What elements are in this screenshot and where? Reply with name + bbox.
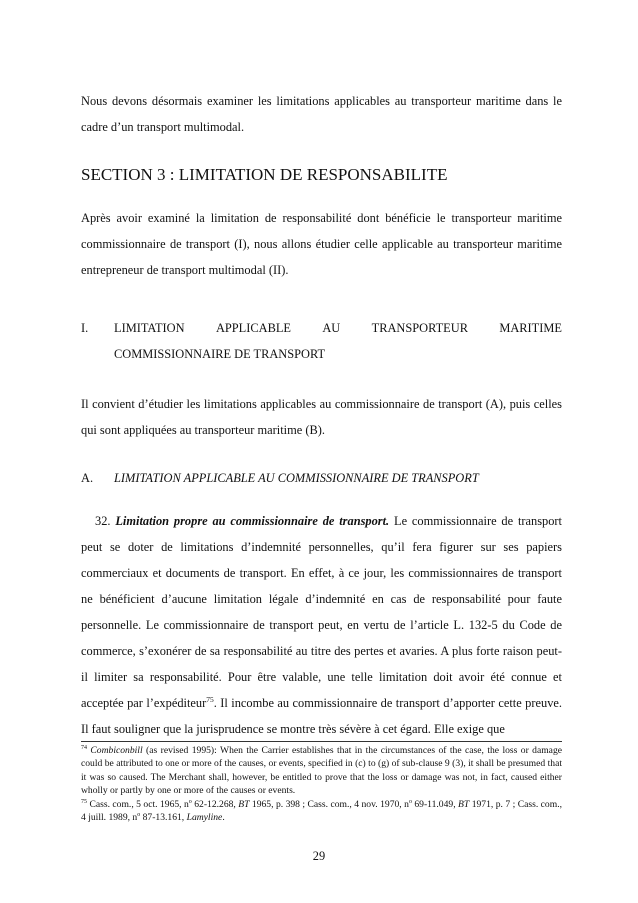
numero-sup: o bbox=[137, 811, 141, 818]
heading-word: MARITIME bbox=[499, 321, 562, 335]
footnote-text: 69-11.049, bbox=[411, 798, 459, 810]
subheading-title: LIMITATION APPLICABLE AU COMMISSIONNAIRE DE TRANSPORT bbox=[114, 471, 479, 485]
subheading-number: A. bbox=[81, 471, 94, 485]
heading-part-one bbox=[81, 315, 562, 367]
part-intro-paragraph: Il convient d’étudier les limitations applicables au commissionnaire de transport (A), puis celles qui sont appliquées au transporteur maritime (B). bbox=[81, 397, 562, 437]
paragraph-text: Le commissionnaire de transport peut se doter de limitations d’indemnité personnelles, qu’il fera figurer sur ses papiers commerciaux et documents de transport. En effet, à ce jour, les commissionnaires de transport ne bénéficient d’aucune limitation légale d’indemnité en cas de responsabilité pour faute personnelle. Le commissionnaire de transport peut, en vertu de l’article L. 132-5 du Code de commerce, s’exonérer de sa responsabilité au titre des pertes et avaries. A plus forte raison peut-il limiter sa responsabilité. Pour être valable, une telle limitation doit avoir été connue et acceptée par l’expéditeur bbox=[81, 514, 562, 710]
heading-subpart-a bbox=[81, 465, 562, 491]
footnote-ref[interactable]: 75 bbox=[206, 694, 214, 704]
heading-line-2: COMMISSIONNAIRE DE TRANSPORT bbox=[114, 347, 326, 361]
footnote-text: 87-13.161, bbox=[140, 812, 187, 824]
heading-number: I. bbox=[81, 321, 89, 335]
footnote-text: 1965, p. 398 ; Cass. com., 4 nov. 1970, n bbox=[249, 798, 409, 810]
heading-word: LIMITATION bbox=[114, 321, 185, 335]
footnote-separator bbox=[81, 741, 562, 742]
footnotes bbox=[81, 744, 562, 824]
paragraph-32-body bbox=[81, 508, 562, 742]
footnote-italic: Lamyline bbox=[186, 812, 223, 824]
footnote-text: Cass. com., 5 oct. 1965, n bbox=[87, 798, 189, 810]
heading-word: TRANSPORTEUR bbox=[371, 321, 468, 335]
section-intro-paragraph: Après avoir examiné la limitation de responsabilité dont bénéficie le transporteur maritime commissionnaire de transport (I), nous allons étudier celle applicable au transporteur maritime entrepreneur de transport multimodal (II). bbox=[81, 211, 562, 277]
footnote-number: 74 bbox=[81, 744, 87, 751]
footnote-number: 75 bbox=[81, 798, 87, 805]
paragraph-number: 32. bbox=[95, 514, 111, 528]
paragraph-title: Limitation propre au commissionnaire de transport. bbox=[115, 514, 390, 528]
footnote-text: (as revised 1995): When the Carrier establishes that in the circumstances of the case, the loss or damage could be attributed to one or more of the causes, or events, specified in (c) to (g) of sub-clause 9 (3), it shall be presumed that it was so caused. The Merchant shall, however, be entitled to prove that the loss or damage was not, in fact, caused either wholly or partly by one or more of the causes or events. bbox=[81, 745, 562, 797]
intro-paragraph: Nous devons désormais examiner les limitations applicables au transporteur maritime dans le cadre d’un transport multimodal. bbox=[81, 94, 562, 134]
footnote-text: 1971, p. 7 ; Cass. com., 4 juill. 1989, n bbox=[81, 798, 562, 824]
numero-sup: o bbox=[408, 798, 412, 805]
page-number: 29 bbox=[312, 849, 326, 863]
heading-word: AU bbox=[322, 321, 341, 335]
footnote-75 bbox=[81, 798, 562, 825]
footnote-italic: BT bbox=[238, 798, 250, 810]
heading-word: APPLICABLE bbox=[215, 321, 291, 335]
footnote-italic: BT bbox=[458, 798, 470, 810]
footnote-text: . bbox=[222, 812, 225, 824]
section-title: SECTION 3 : LIMITATION DE RESPONSABILITE bbox=[81, 165, 448, 184]
paragraph-text-continued: . Il incombe au commissionnaire de transport d’apporter cette preuve. Il faut souligner que la jurisprudence se montre très sévère à cet égard. Elle exige que bbox=[81, 696, 562, 736]
footnote-italic: Combiconbill bbox=[90, 745, 143, 756]
footnote-text: 62-12.268, bbox=[191, 798, 239, 810]
heading-line-1 bbox=[114, 315, 562, 341]
footnote-74 bbox=[81, 744, 562, 798]
numero-sup: o bbox=[188, 798, 192, 805]
paragraph-32 bbox=[81, 508, 562, 742]
